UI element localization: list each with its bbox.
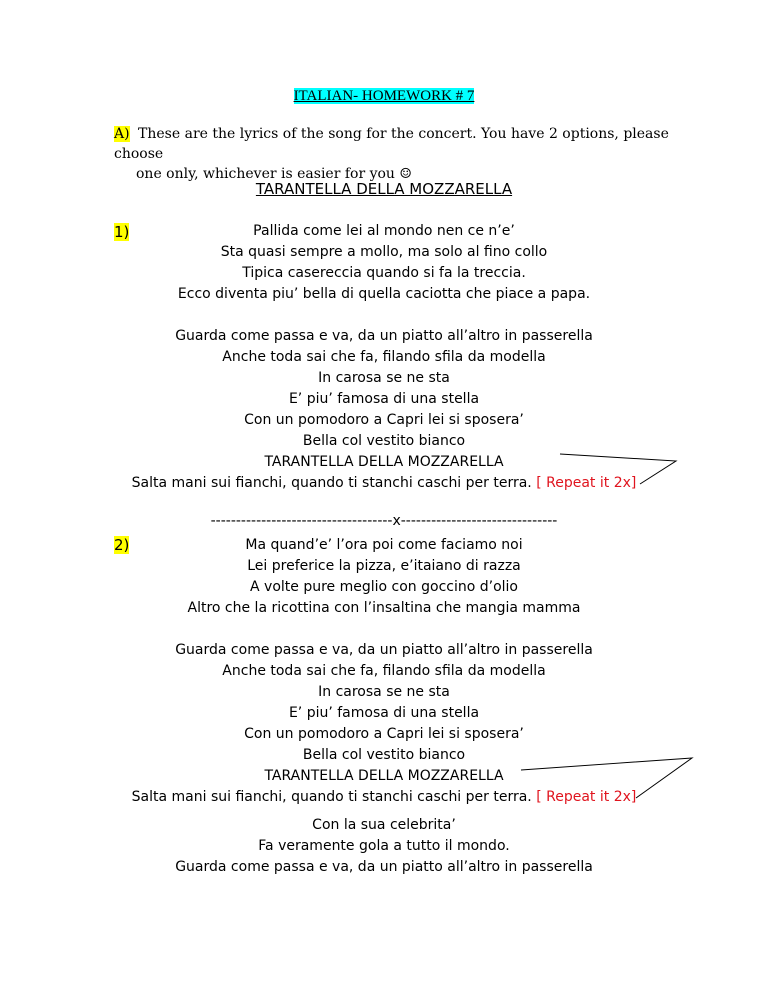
- lyric-last-line: Salta mani sui fianchi, quando ti stanchi caschi per terra.: [131, 475, 532, 491]
- repeat-note: [ Repeat it 2x]: [536, 789, 637, 805]
- lyric-last-line: Salta mani sui fianchi, quando ti stanchi caschi per terra.: [131, 789, 532, 805]
- lyric-line: TARANTELLA DELLA MOZZARELLA: [264, 454, 504, 470]
- lyric-line: Bella col vestito bianco: [302, 433, 466, 449]
- option-1-chorus: [0, 326, 768, 494]
- option-2-number: 2): [114, 536, 130, 554]
- option-2-verse: [0, 535, 768, 619]
- intro-line-2: one only, whichever is easier for you ☺: [136, 166, 412, 182]
- lyric-line: TARANTELLA DELLA MOZZARELLA: [264, 768, 504, 784]
- option-1-verse: [0, 221, 768, 305]
- lyric-line: Anche toda sai che fa, filando sfila da modella: [222, 349, 546, 365]
- lyric-line: Con un pomodoro a Capri lei si sposera’: [244, 726, 524, 742]
- option-2-chorus: [0, 640, 768, 808]
- lyric-line: Altro che la ricottina con l’insaltina che mangia mamma: [187, 600, 581, 616]
- separator-line: ------------------------------------x-------------------------------: [210, 513, 558, 529]
- intro-instructions: [114, 124, 674, 184]
- lyric-line: Con la sua celebrita’: [312, 817, 456, 833]
- lyric-line: E’ piu’ famosa di una stella: [288, 705, 480, 721]
- lyric-line: A volte pure meglio con goccino d’olio: [250, 579, 518, 595]
- lyric-line: Anche toda sai che fa, filando sfila da modella: [222, 663, 546, 679]
- lyric-line: Sta quasi sempre a mollo, ma solo al fino collo: [220, 244, 548, 260]
- section-marker: A): [114, 126, 130, 142]
- lyric-line: Guarda come passa e va, da un piatto all’altro in passerella: [175, 328, 593, 344]
- lyric-line: Lei preferice la pizza, e’itaiano di razza: [247, 558, 521, 574]
- song-title: TARANTELLA DELLA MOZZARELLA: [255, 180, 513, 198]
- repeat-note: [ Repeat it 2x]: [536, 475, 637, 491]
- lyric-line: Pallida come lei al mondo nen ce n’e’: [253, 223, 515, 239]
- lyric-line: Fa veramente gola a tutto il mondo.: [258, 838, 510, 854]
- lyric-line: Ecco diventa piu’ bella di quella caciotta che piace a papa.: [177, 286, 591, 302]
- lyric-line: Tipica casereccia quando si fa la treccia.: [242, 265, 526, 281]
- page-title-text: ITALIAN- HOMEWORK # 7: [293, 88, 475, 104]
- option-2-ending: [0, 815, 768, 878]
- lyric-line: Bella col vestito bianco: [302, 747, 466, 763]
- lyric-line: In carosa se ne sta: [318, 370, 450, 386]
- lyric-line-repeat: [0, 473, 768, 494]
- lyric-line: Guarda come passa e va, da un piatto all’altro in passerella: [175, 859, 593, 875]
- lyric-line: E’ piu’ famosa di una stella: [288, 391, 480, 407]
- page-title: [0, 88, 768, 105]
- lyric-line: Ma quand’e’ l’ora poi come faciamo noi: [245, 537, 523, 553]
- option-1-number: 1): [114, 223, 130, 241]
- lyric-line: In carosa se ne sta: [318, 684, 450, 700]
- lyric-line-repeat: [0, 787, 768, 808]
- lyric-line: Con un pomodoro a Capri lei si sposera’: [244, 412, 524, 428]
- intro-line-1: These are the lyrics of the song for the concert. You have 2 options, please choose: [114, 126, 669, 162]
- lyric-line: Guarda come passa e va, da un piatto all’altro in passerella: [175, 642, 593, 658]
